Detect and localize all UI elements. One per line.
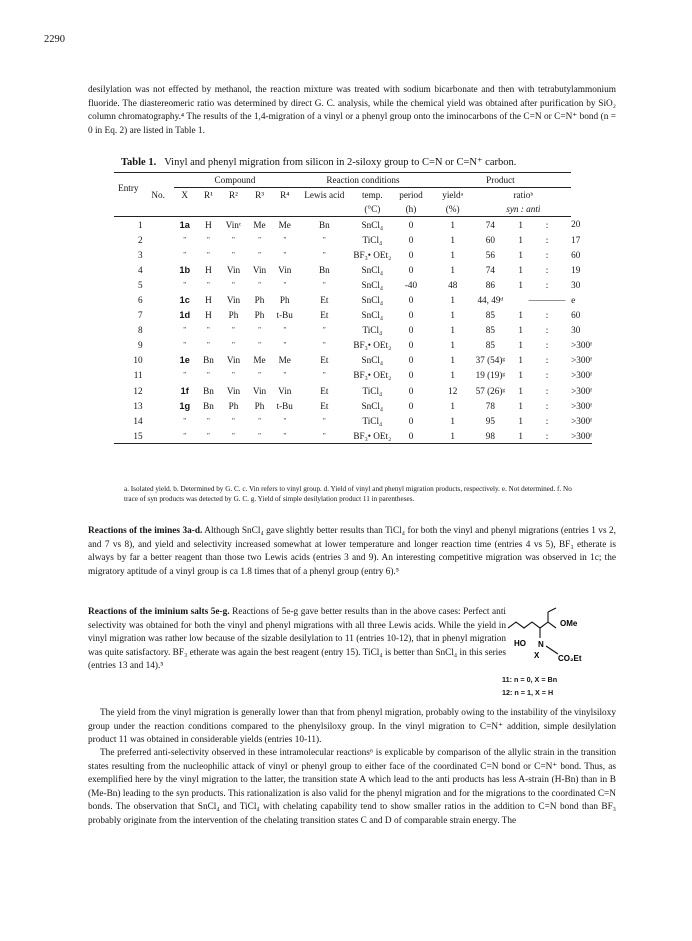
cell-temp: 0 — [408, 310, 414, 321]
cell-anti: 30 — [571, 279, 581, 290]
cell-temp: 0 — [408, 400, 414, 411]
cell-yield: 19 (19)ᵍ — [475, 370, 506, 381]
section-iminium-heading: Reactions of the iminium salts 5e-g. — [88, 607, 230, 617]
cell-r1: " — [232, 326, 235, 335]
cell-yield: 37 (54)ᵍ — [475, 355, 506, 366]
cell-no: 1f — [180, 385, 189, 396]
cell-r2: Me — [253, 355, 266, 366]
table-row — [114, 232, 592, 247]
cell-r3: " — [283, 341, 287, 350]
cell-entry: 9 — [138, 340, 143, 351]
col-conditions: Reaction conditions — [296, 173, 430, 188]
cell-no: " — [183, 416, 187, 425]
cell-temp: 0 — [408, 295, 414, 306]
cell-entry: 14 — [133, 415, 143, 426]
cell-x: Bn — [203, 355, 214, 366]
cell-no: 1g — [179, 400, 191, 411]
cell-r3: " — [283, 280, 287, 289]
table-row — [114, 353, 592, 368]
cell-entry: 13 — [133, 400, 143, 411]
cell-anti: 60 — [571, 249, 581, 260]
cell-r4: " — [296, 428, 352, 444]
table-row — [114, 217, 592, 233]
cell-lewis: BF₃• OEt₂ — [353, 340, 392, 351]
cell-r1: " — [232, 371, 235, 380]
cell-lewis: BF₃• OEt₂ — [353, 249, 392, 260]
cell-syn: 1 — [518, 400, 523, 411]
col-yield-unit: (%) — [430, 202, 476, 217]
cell-syn: 1 — [518, 415, 523, 426]
cell-r1: " — [232, 341, 235, 350]
cell-temp: 0 — [408, 355, 414, 366]
cell-lewis: SnCl₄ — [361, 219, 384, 230]
cell-lewis: SnCl₄ — [361, 295, 384, 306]
cell-r4: " — [322, 235, 326, 244]
col-r1: R¹ — [204, 190, 213, 200]
cell-temp: 0 — [408, 325, 414, 336]
cell-syn: 1 — [518, 219, 523, 230]
cell-no: 1c — [179, 295, 190, 306]
cell-yield: 74 — [485, 219, 495, 230]
table-row — [114, 323, 592, 338]
cell-r3: t-Bu — [276, 310, 293, 321]
col-period: period — [399, 190, 423, 200]
cell-lewis: TiCl₄ — [362, 234, 383, 245]
cell-r3: t-Bu — [276, 400, 293, 411]
cell-sep: : — [545, 264, 549, 275]
col-x: X — [181, 190, 189, 200]
cell-r2: " — [258, 341, 261, 350]
cell-no: " — [174, 428, 196, 444]
cell-no: 1d — [179, 310, 191, 321]
table-row — [114, 262, 592, 277]
cell-period: 48 — [448, 279, 458, 290]
cell-entry: 10 — [133, 355, 143, 366]
cell-sep: : — [545, 385, 549, 396]
cell-lewis: BF₃• OEt₂ — [353, 370, 392, 381]
cell-yield: 56 — [485, 249, 495, 260]
cell-yield: 86 — [485, 279, 495, 290]
structure-x: X — [534, 651, 540, 660]
table-row — [114, 247, 592, 262]
structure-label-12: 12: n = 1, X = H — [502, 688, 554, 697]
cell-r4: Et — [320, 310, 329, 321]
col-compound: Compound — [174, 173, 297, 188]
cell-x: Bn — [203, 385, 214, 396]
cell-entry: 8 — [138, 325, 143, 336]
cell-no: 1b — [179, 264, 191, 275]
cell-lewis: SnCl₄ — [361, 279, 384, 290]
section-iminium — [88, 606, 506, 674]
table-row — [114, 292, 592, 307]
cell-temp: 0 — [408, 219, 414, 230]
cell-entry: 5 — [138, 279, 143, 290]
cell-anti: >300ᶠ — [571, 370, 592, 381]
cell-anti: 20 — [571, 219, 581, 230]
page-number: 2290 — [44, 34, 65, 45]
cell-no: " — [183, 250, 187, 259]
cell-period: 1 — [450, 234, 455, 245]
cell-r2: " — [258, 280, 261, 289]
table-row — [114, 338, 592, 353]
cell-sep: : — [523, 428, 571, 444]
cell-temp: 0 — [408, 234, 414, 245]
col-r2: R² — [229, 190, 238, 200]
cell-r2: " — [258, 371, 261, 380]
cell-syn: 1 — [518, 370, 523, 381]
cell-period: 1 — [450, 325, 455, 336]
table-caption-label: Table 1. — [121, 157, 157, 168]
cell-sep: : — [545, 400, 549, 411]
cell-entry: 11 — [133, 370, 143, 381]
cell-r3: " — [273, 428, 296, 444]
cell-entry: 15 — [114, 428, 143, 444]
cell-syn: 1 — [518, 340, 523, 351]
cell-r3: " — [283, 250, 287, 259]
cell-x: " — [207, 326, 210, 335]
cell-r2: " — [258, 250, 261, 259]
cell-r3: " — [283, 416, 287, 425]
cell-entry: 2 — [138, 234, 143, 245]
col-temp: temp. — [362, 190, 383, 200]
cell-syn: 1 — [518, 249, 523, 260]
cell-r2: Vin — [252, 264, 267, 275]
cell-r1: Vinᶜ — [225, 219, 242, 230]
table-body — [114, 217, 592, 444]
cell-x: H — [205, 264, 212, 275]
cell-yield: 85 — [485, 340, 495, 351]
cell-x: H — [205, 310, 212, 321]
cell-no: 1e — [179, 355, 190, 366]
cell-r1: " — [232, 235, 235, 244]
cell-syn: 1 — [518, 310, 523, 321]
cell-sep: : — [545, 219, 549, 230]
cell-lewis: TiCl₄ — [362, 415, 383, 426]
cell-period: 1 — [450, 370, 455, 381]
cell-r2: Ph — [254, 400, 265, 411]
structure-label-11: 11: n = 0, X = Bn — [502, 675, 558, 684]
structure-ho: HO — [514, 639, 526, 648]
cell-r4: Et — [320, 385, 329, 396]
col-ratio: ratioᵇ — [513, 190, 534, 200]
table-footnotes: a. Isolated yield. b. Determined by G. C. c. Vin refers to vinyl group. d. Yield of vinyl and phenyl migration products, respectively. e. Not determined. f. No trace of syn products was detected by G. C. g. Yield of simple desilylation product 11 in parentheses. — [124, 485, 572, 503]
cell-r1: " — [232, 280, 235, 289]
cell-r1: Vin — [226, 385, 241, 396]
cell-period: 12 — [448, 385, 458, 396]
cell-r2: Vin — [252, 385, 267, 396]
cell-x: " — [207, 235, 210, 244]
cell-entry: 7 — [138, 310, 143, 321]
cell-temp: 0 — [408, 340, 414, 351]
cell-temp: 0 — [408, 385, 414, 396]
cell-r1: " — [232, 250, 235, 259]
col-period-unit: (h) — [392, 202, 430, 217]
cell-sep: : — [545, 325, 549, 336]
cell-yield: 60 — [485, 234, 495, 245]
cell-anti: 19 — [571, 264, 581, 275]
cell-syn: 1 — [518, 325, 523, 336]
intro-paragraph: desilylation was not effected by methanol, the reaction mixture was treated with sodium bicarbonate and then with tetrabutylammonium fluoride. The diastereomeric ratio was determined by direct G. C. analysis, while the chemical yield was obtained after purification by SiO₂ column chromatography.⁴ The results of the 1,4-migration of a vinyl or a phenyl group onto the iminocarbons of the C=N or C=N⁺ bond (n = 0 in Eq. 2) are listed in Table 1. — [88, 85, 616, 136]
cell-period: 1 — [450, 310, 455, 321]
cell-r3: " — [283, 371, 287, 380]
cell-r2: Ph — [254, 310, 265, 321]
cell-lewis: TiCl₄ — [362, 325, 383, 336]
col-yield: yieldᵃ — [442, 190, 464, 200]
section-iminium-text: Reactions of 5e-g gave better results than in the above cases: Perfect anti selectivity was obtained for both the vinyl and phenyl migrations with all three Lewis acids. While the yield in vinyl migration was rather low because of the sizable desilylation to 11 (entries 10-12), that in phenyl migration was quite satisfactory. BF₃ etherate was again the best reagent (entry 15). TiCl₄ is better than SnCl₄ in this series (entries 13 and 14).⁵ — [88, 607, 506, 671]
cell-lewis: SnCl₄ — [361, 355, 384, 366]
cell-sep: : — [545, 310, 549, 321]
cell-r4: " — [322, 416, 326, 425]
cell-anti: 30 — [571, 325, 581, 336]
cell-yield: 57 (26)ᵍ — [475, 385, 506, 396]
cell-syn: 1 — [518, 279, 523, 290]
cell-x: Bn — [203, 400, 214, 411]
cell-yield: 74 — [485, 264, 495, 275]
cell-r4: " — [322, 250, 326, 259]
table-row — [114, 368, 592, 383]
cell-period: 1 — [430, 428, 476, 444]
cell-temp: -40 — [404, 279, 418, 290]
table-caption-text: Vinyl and phenyl migration from silicon in 2-siloxy group to C=N or C=N⁺ carbon. — [164, 157, 517, 168]
cell-yield: 95 — [485, 415, 495, 426]
results-table — [114, 172, 592, 444]
cell-anti: 60 — [571, 310, 581, 321]
cell-syn — [505, 292, 523, 307]
cell-yield: 98 — [476, 428, 506, 444]
cell-lewis: SnCl₄ — [361, 264, 384, 275]
cell-r4: " — [322, 280, 326, 289]
cell-no: 1a — [179, 219, 190, 230]
cell-r4: " — [322, 326, 326, 335]
cell-r4: Et — [320, 355, 329, 366]
cell-sep: : — [545, 355, 549, 366]
cell-lewis: SnCl₄ — [361, 400, 384, 411]
paragraph-yield: The yield from the vinyl migration is generally lower than that from phenyl migration, probably owing to the instability of the vinylsiloxy group under the reaction conditions compared to the phenylsiloxy group. In the vinyl migration to C=N⁺ addition, simple desilylation product 11 was obtained in considerable yields (entries 10-11). — [88, 708, 616, 745]
col-product: Product — [430, 173, 571, 188]
cell-lewis: BF₃• OEt₂ — [352, 428, 392, 444]
cell-syn: 1 — [518, 355, 523, 366]
paragraph-selectivity: The preferred anti-selectivity observed in these intramolecular reactions⁶ is explicable by comparison of the allylic strain in the transition states resulting from the nucleophilic attack of vinyl or phenyl group to either face of the coordinated C=N bond or C=N⁺ bond. Thus, as exemplified here by the vinyl migration to the latter, the transition state A which lead to the anti products has less A-strain (H-Bn) than in B (Me-Bn) leading to the syn products. This rationalization is also valid for the phenyl migration and for the migrations to the coordinated C=N bonds. The observation that SnCl₄ and TiCl₄ with chelating capability tend to show smaller ratios in the addition to C=N bond than BF₃ probably originate from the intervention of the chelating transition states C and D of comparable strain energy. The — [88, 748, 616, 826]
cell-sep: : — [545, 415, 549, 426]
cell-period: 1 — [450, 219, 455, 230]
table-row — [114, 277, 592, 292]
cell-entry: 12 — [133, 385, 143, 396]
cell-r3: Me — [278, 355, 291, 366]
cell-r4: Bn — [318, 219, 330, 230]
cell-x: H — [205, 219, 212, 230]
cell-temp: 0 — [408, 264, 414, 275]
cell-temp: 0 — [392, 428, 430, 444]
col-ratio-sub: syn : anti — [476, 202, 572, 217]
cell-anti: e — [571, 295, 576, 306]
chemical-structure — [500, 604, 628, 684]
cell-lewis: SnCl₄ — [361, 310, 384, 321]
cell-entry: 4 — [138, 264, 143, 275]
cell-sep: : — [545, 370, 549, 381]
cell-period: 1 — [450, 295, 455, 306]
cell-r1: Ph — [228, 400, 239, 411]
col-entry: Entry — [114, 173, 143, 203]
cell-anti: 17 — [571, 234, 581, 245]
cell-syn: 1 — [518, 234, 523, 245]
cell-temp: 0 — [408, 415, 414, 426]
cell-sep: ———— — [528, 295, 566, 306]
cell-r2: " — [246, 428, 274, 444]
cell-entry: 6 — [138, 295, 143, 306]
cell-x: " — [207, 280, 210, 289]
cell-r3: Me — [278, 219, 291, 230]
cell-r3: Vin — [278, 385, 292, 396]
cell-syn: 1 — [518, 264, 523, 275]
cell-r1: Vin — [226, 355, 241, 366]
col-temp-unit: (°C) — [352, 202, 392, 217]
cell-period: 1 — [450, 264, 455, 275]
cell-x: " — [196, 428, 222, 444]
cell-yield: 85 — [485, 310, 495, 321]
col-r4: R⁴ — [280, 190, 290, 200]
cell-period: 1 — [450, 400, 455, 411]
cell-anti: >300ᶠ — [571, 340, 592, 351]
table-row — [114, 308, 592, 323]
cell-no: " — [183, 326, 187, 335]
cell-yield: 78 — [485, 400, 495, 411]
cell-no: " — [183, 371, 187, 380]
table-row — [114, 413, 592, 428]
cell-anti: >300ᶠ — [571, 428, 592, 444]
col-lewis-acid: Lewis acid — [304, 190, 345, 200]
cell-period: 1 — [450, 415, 455, 426]
cell-anti: >300ᶠ — [571, 385, 592, 396]
cell-x: " — [207, 250, 210, 259]
cell-anti: >300ᶠ — [571, 415, 592, 426]
cell-r4: Et — [320, 400, 329, 411]
cell-syn: 1 — [518, 385, 523, 396]
col-no: No. — [151, 189, 165, 200]
structure-n: N — [538, 640, 544, 649]
cell-sep: : — [545, 249, 549, 260]
cell-sep: : — [545, 340, 549, 351]
cell-x: H — [205, 295, 212, 306]
cell-r1: " — [221, 428, 245, 444]
structure-ome: OMe — [560, 619, 578, 628]
cell-x: " — [207, 371, 210, 380]
cell-temp: 0 — [408, 249, 414, 260]
table-row — [114, 383, 592, 398]
table-row — [114, 398, 592, 413]
section-imines-heading: Reactions of the imines 3a-d. — [88, 526, 203, 536]
cell-r2: " — [258, 326, 261, 335]
table-caption — [121, 156, 591, 168]
cell-r3: Ph — [279, 295, 290, 306]
cell-sep: : — [545, 234, 549, 245]
col-r3: R³ — [255, 190, 264, 200]
cell-period: 1 — [450, 340, 455, 351]
cell-r4: Et — [320, 295, 329, 306]
cell-syn: 1 — [505, 428, 523, 444]
cell-r1: Vin — [226, 264, 241, 275]
cell-r2: Me — [253, 219, 266, 230]
structure-co2et: CO₂Et — [558, 654, 582, 663]
cell-r1: Ph — [228, 310, 239, 321]
cell-no: " — [183, 341, 187, 350]
cell-r1: Vin — [226, 295, 241, 306]
cell-r3: " — [283, 235, 287, 244]
cell-r3: Vin — [278, 264, 292, 275]
cell-r4: " — [322, 371, 326, 380]
cell-x: " — [207, 416, 210, 425]
cell-x: " — [207, 341, 210, 350]
cell-yield: 85 — [485, 325, 495, 336]
table-row — [114, 428, 592, 444]
cell-anti: >300ᶠ — [571, 400, 592, 411]
cell-entry: 3 — [138, 249, 143, 260]
cell-r3: " — [283, 326, 287, 335]
cell-yield: 44, 49ᵈ — [477, 295, 504, 306]
section-imines — [88, 525, 616, 579]
cell-r2: " — [258, 235, 261, 244]
cell-period: 1 — [450, 355, 455, 366]
cell-r2: " — [258, 416, 261, 425]
cell-anti: >300ᶠ — [571, 355, 592, 366]
cell-entry: 1 — [138, 219, 143, 230]
cell-no: " — [183, 280, 187, 289]
cell-sep: : — [545, 279, 549, 290]
cell-temp: 0 — [408, 370, 414, 381]
cell-no: " — [183, 235, 187, 244]
cell-r4: " — [322, 341, 326, 350]
cell-r4: Bn — [318, 264, 330, 275]
cell-lewis: TiCl₄ — [362, 385, 383, 396]
cell-r1: " — [232, 416, 235, 425]
cell-period: 1 — [450, 249, 455, 260]
cell-r2: Ph — [254, 295, 265, 306]
section-imines-text: Although SnCl₄ gave slightly better results than TiCl₄ for both the vinyl and phenyl migrations (entries 1 vs 2, and 7 vs 8), and yield and selectivity increased somewhat at lower temperature and longer reaction time (entries 4 vs 5), BF₃ etherate is always by far a better reagent than those two Lewis acids (entries 3 and 9). An interesting competitive migration was observed in 1c; the migratory aptitude of a vinyl group is ca 1.8 times that of a phenyl group (entry 6).⁵ — [88, 526, 616, 577]
